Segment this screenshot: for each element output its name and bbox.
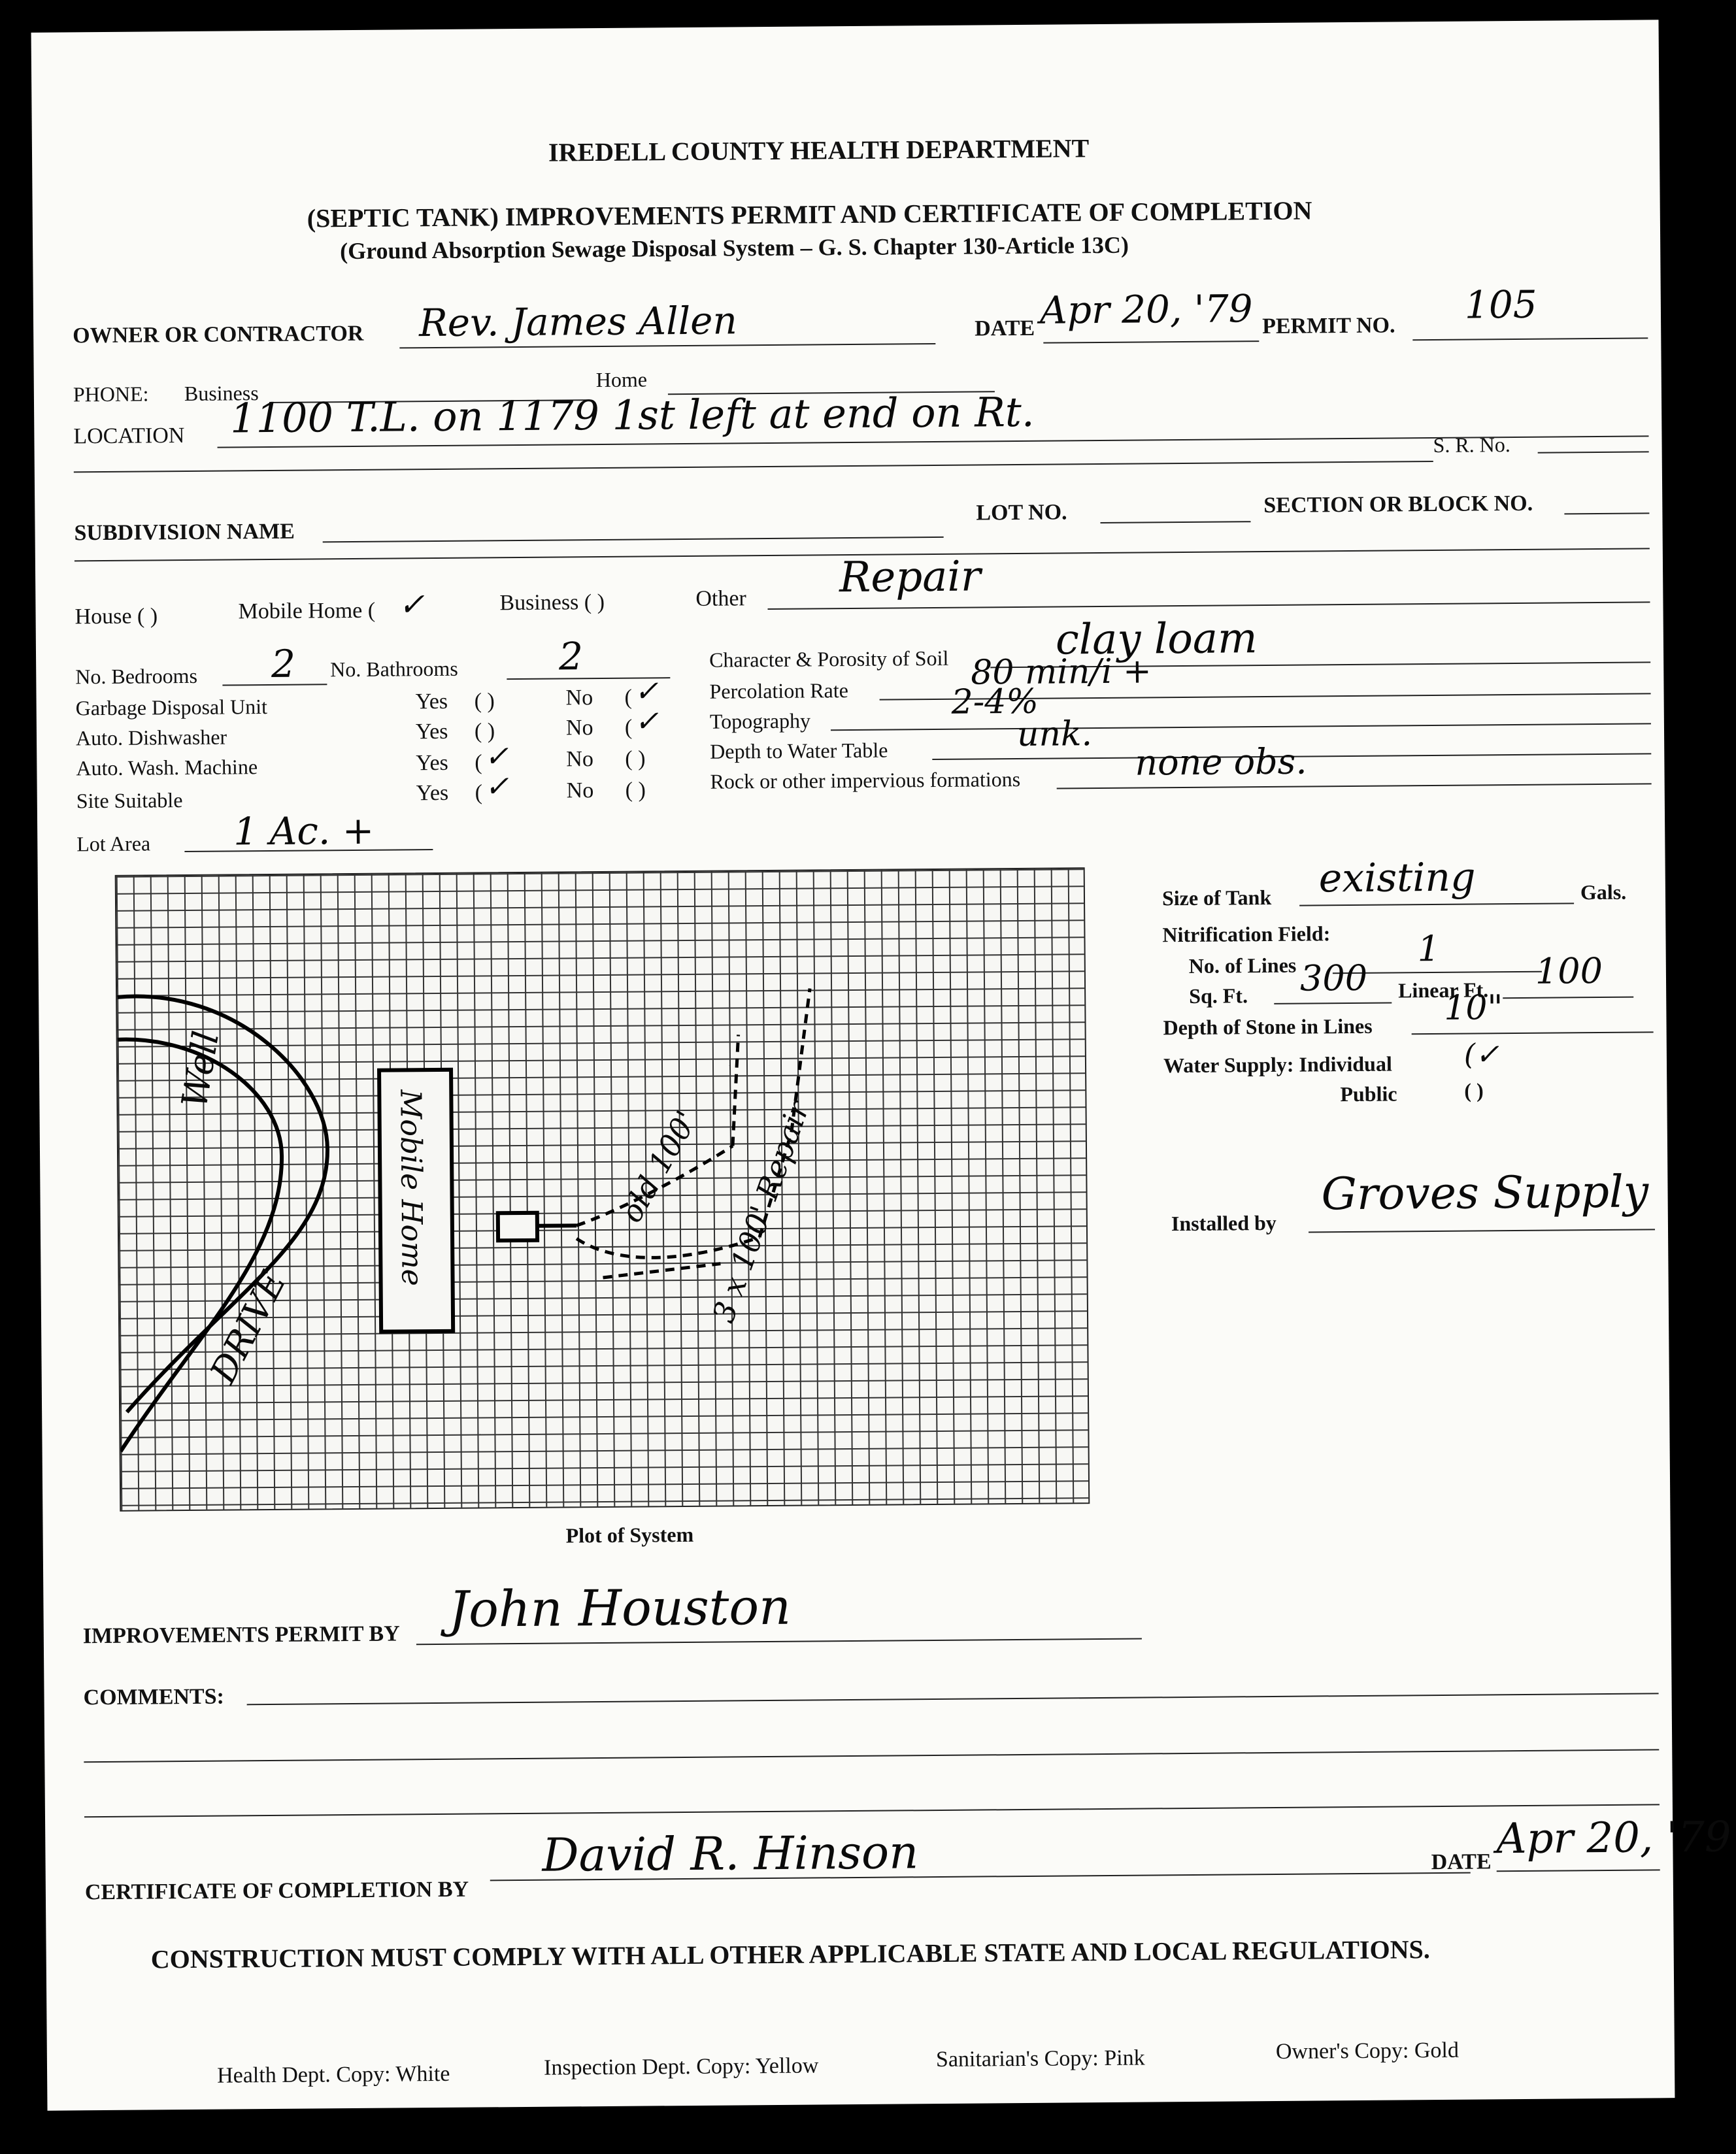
copy-health-dept: Health Dept. Copy: White: [216, 2061, 450, 2088]
compliance-notice: CONSTRUCTION MUST COMPLY WITH ALL OTHER APPLICABLE STATE AND LOCAL REGULATIONS.: [150, 1934, 1430, 1974]
dishwasher-no-paren: (: [624, 715, 633, 740]
tank-size-value: existing: [1318, 854, 1476, 902]
installed-by-value: Groves Supply: [1321, 1166, 1649, 1221]
site-suitable-label: Site Suitable: [76, 788, 183, 813]
washer-no-label: No: [566, 747, 594, 772]
linear-ft-line: [1503, 997, 1633, 999]
certificate-date-value: Apr 20, '79: [1496, 1813, 1731, 1864]
mobile-home-check: ✓: [398, 586, 425, 623]
phone-home-label: Home: [595, 367, 648, 392]
certificate-date-line: [1497, 1869, 1660, 1872]
garbage-yes-box: ( ): [474, 689, 495, 714]
business-option: Business ( ): [499, 589, 605, 616]
water-individual-check: (✓: [1463, 1038, 1500, 1072]
comments-line-2: [84, 1749, 1659, 1763]
linear-ft-value: 100: [1535, 950, 1603, 992]
sqft-line: [1274, 1002, 1392, 1004]
sr-number-label: S. R. No.: [1433, 433, 1511, 457]
lot-number-line: [1100, 521, 1250, 523]
site-yes-paren: (: [475, 780, 483, 805]
copy-owner: Owner's Copy: Gold: [1275, 2038, 1460, 2064]
tank-size-line: [1299, 903, 1574, 906]
certificate-signature: David R. Hinson: [542, 1825, 919, 1882]
copy-inspection-dept: Inspection Dept. Copy: Yellow: [543, 2053, 819, 2080]
topography-value: 2-4%: [951, 682, 1039, 722]
plot-caption: Plot of System: [565, 1522, 694, 1548]
department-heading: IREDELL COUNTY HEALTH DEPARTMENT: [548, 133, 1090, 167]
nitrification-label: Nitrification Field:: [1162, 921, 1331, 947]
water-public-label: Public: [1340, 1082, 1397, 1106]
site-no-label: No: [566, 778, 594, 803]
owner-label: OWNER OR CONTRACTOR: [73, 321, 364, 348]
stone-depth-line: [1412, 1031, 1654, 1035]
plot-grid: [115, 867, 1090, 1512]
improvements-permit-line: [416, 1638, 1142, 1646]
other-label: Other: [695, 586, 746, 611]
lot-area-label: Lot Area: [76, 831, 151, 856]
comments-label: COMMENTS:: [83, 1684, 225, 1710]
other-line: [768, 601, 1650, 610]
certificate-date-label: DATE: [1431, 1849, 1492, 1875]
stone-depth-label: Depth of Stone in Lines: [1163, 1014, 1373, 1040]
drive-label: DRIVE: [202, 1264, 295, 1390]
section-label: SECTION OR BLOCK NO.: [1263, 491, 1533, 518]
washer-yes-check: ✓: [484, 740, 509, 774]
topography-line: [831, 723, 1651, 731]
garbage-yes-label: Yes: [415, 689, 448, 714]
date-value: Apr 20, '79: [1039, 286, 1253, 333]
plot-sketch: [116, 869, 1089, 1510]
well-label: Well: [173, 1028, 227, 1111]
form-subtitle: (Ground Absorption Sewage Disposal System – G. S. Chapter 130-Article 13C): [340, 231, 1129, 265]
linear-ft-label: Linear Ft.: [1397, 978, 1489, 1002]
soil-character-value: clay loam: [1055, 614, 1258, 665]
lot-number-label: LOT NO.: [976, 500, 1067, 525]
lines-count-label: No. of Lines: [1188, 953, 1297, 978]
permit-line: [1412, 337, 1648, 340]
stone-depth-value: 10": [1444, 988, 1503, 1028]
dishwasher-label: Auto. Dishwasher: [75, 725, 227, 750]
date-label: DATE: [975, 316, 1035, 341]
rock-formations-value: none obs.: [1135, 740, 1307, 784]
rock-formations-label: Rock or other impervious formations: [710, 767, 1021, 793]
bathrooms-value: 2: [558, 634, 584, 679]
form-title: (SEPTIC TANK) IMPROVEMENTS PERMIT AND CERTIFICATE OF COMPLETION: [307, 195, 1312, 233]
improvements-permit-signature: John Houston: [448, 1577, 792, 1638]
garbage-no-paren: (: [624, 685, 633, 710]
permit-form: [31, 20, 1731, 2110]
dishwasher-no-label: No: [565, 716, 593, 740]
lot-area-value: 1 Ac. +: [233, 808, 375, 854]
installed-by-line: [1309, 1229, 1655, 1233]
owner-value: Rev. James Allen: [418, 298, 738, 346]
tank-gals-label: Gals.: [1580, 880, 1627, 904]
mobile-home-option: Mobile Home (: [238, 598, 376, 624]
washer-yes-paren: (: [475, 750, 482, 775]
section-line: [1564, 512, 1649, 514]
comments-line-1: [247, 1693, 1659, 1705]
water-supply-label: Water Supply: Individual: [1163, 1052, 1392, 1078]
site-no-box: ( ): [625, 778, 646, 803]
washer-no-box: ( ): [625, 746, 646, 771]
lines-count-value: 1: [1417, 927, 1441, 970]
garbage-disposal-label: Garbage Disposal Unit: [75, 695, 268, 720]
permit-label: PERMIT NO.: [1261, 313, 1395, 339]
topography-label: Topography: [709, 708, 811, 733]
garbage-no-check: ✓: [634, 674, 659, 708]
sqft-value: 300: [1299, 957, 1368, 999]
bedrooms-value: 2: [271, 641, 296, 686]
soil-character-label: Character & Porosity of Soil: [709, 646, 949, 672]
comments-line-3: [84, 1804, 1660, 1817]
site-yes-check: ✓: [484, 770, 509, 804]
water-table-label: Depth to Water Table: [710, 738, 888, 763]
percolation-label: Percolation Rate: [709, 678, 849, 703]
sr-number-line: [1538, 451, 1649, 453]
washer-yes-label: Yes: [416, 750, 448, 776]
subdivision-line: [323, 537, 944, 542]
old-line-label: old 100': [613, 1104, 705, 1229]
permit-value: 105: [1464, 282, 1537, 327]
water-table-value: unk.: [1016, 714, 1093, 755]
location-value: 1100 T.L. on 1179 1st left at end on Rt.: [229, 388, 1035, 442]
location-line-2: [74, 461, 1433, 472]
dishwasher-no-check: ✓: [634, 704, 659, 738]
water-public-box: ( ): [1464, 1078, 1484, 1102]
phone-label: PHONE:: [73, 382, 149, 406]
dishwasher-yes-label: Yes: [415, 719, 448, 744]
other-value: Repair: [839, 552, 981, 603]
improvements-permit-label: IMPROVEMENTS PERMIT BY: [82, 1621, 400, 1649]
bathrooms-label: No. Bathrooms: [330, 656, 458, 682]
site-yes-label: Yes: [416, 780, 449, 806]
copy-sanitarian: Sanitarian's Copy: Pink: [935, 2046, 1145, 2072]
certificate-label: CERTIFICATE OF COMPLETION BY: [84, 1877, 469, 1905]
rock-formations-line: [1057, 783, 1652, 789]
mobile-home-label: Mobile Home: [393, 1089, 429, 1287]
tank-size-label: Size of Tank: [1161, 885, 1272, 910]
subdivision-label: SUBDIVISION NAME: [74, 519, 295, 546]
garbage-no-label: No: [565, 686, 593, 710]
dishwasher-yes-box: ( ): [474, 719, 495, 744]
location-label: LOCATION: [73, 423, 185, 449]
percolation-value: 80 min/i +: [971, 652, 1152, 693]
bedrooms-label: No. Bedrooms: [75, 663, 198, 689]
sqft-label: Sq. Ft.: [1189, 984, 1248, 1008]
installed-by-label: Installed by: [1171, 1210, 1277, 1236]
phone-business-label: Business: [184, 381, 259, 406]
repair-line-label: 3 x 100' Repair: [705, 1096, 816, 1327]
house-option: House ( ): [75, 604, 158, 629]
washing-machine-label: Auto. Wash. Machine: [76, 755, 258, 780]
date-line: [1043, 340, 1259, 344]
